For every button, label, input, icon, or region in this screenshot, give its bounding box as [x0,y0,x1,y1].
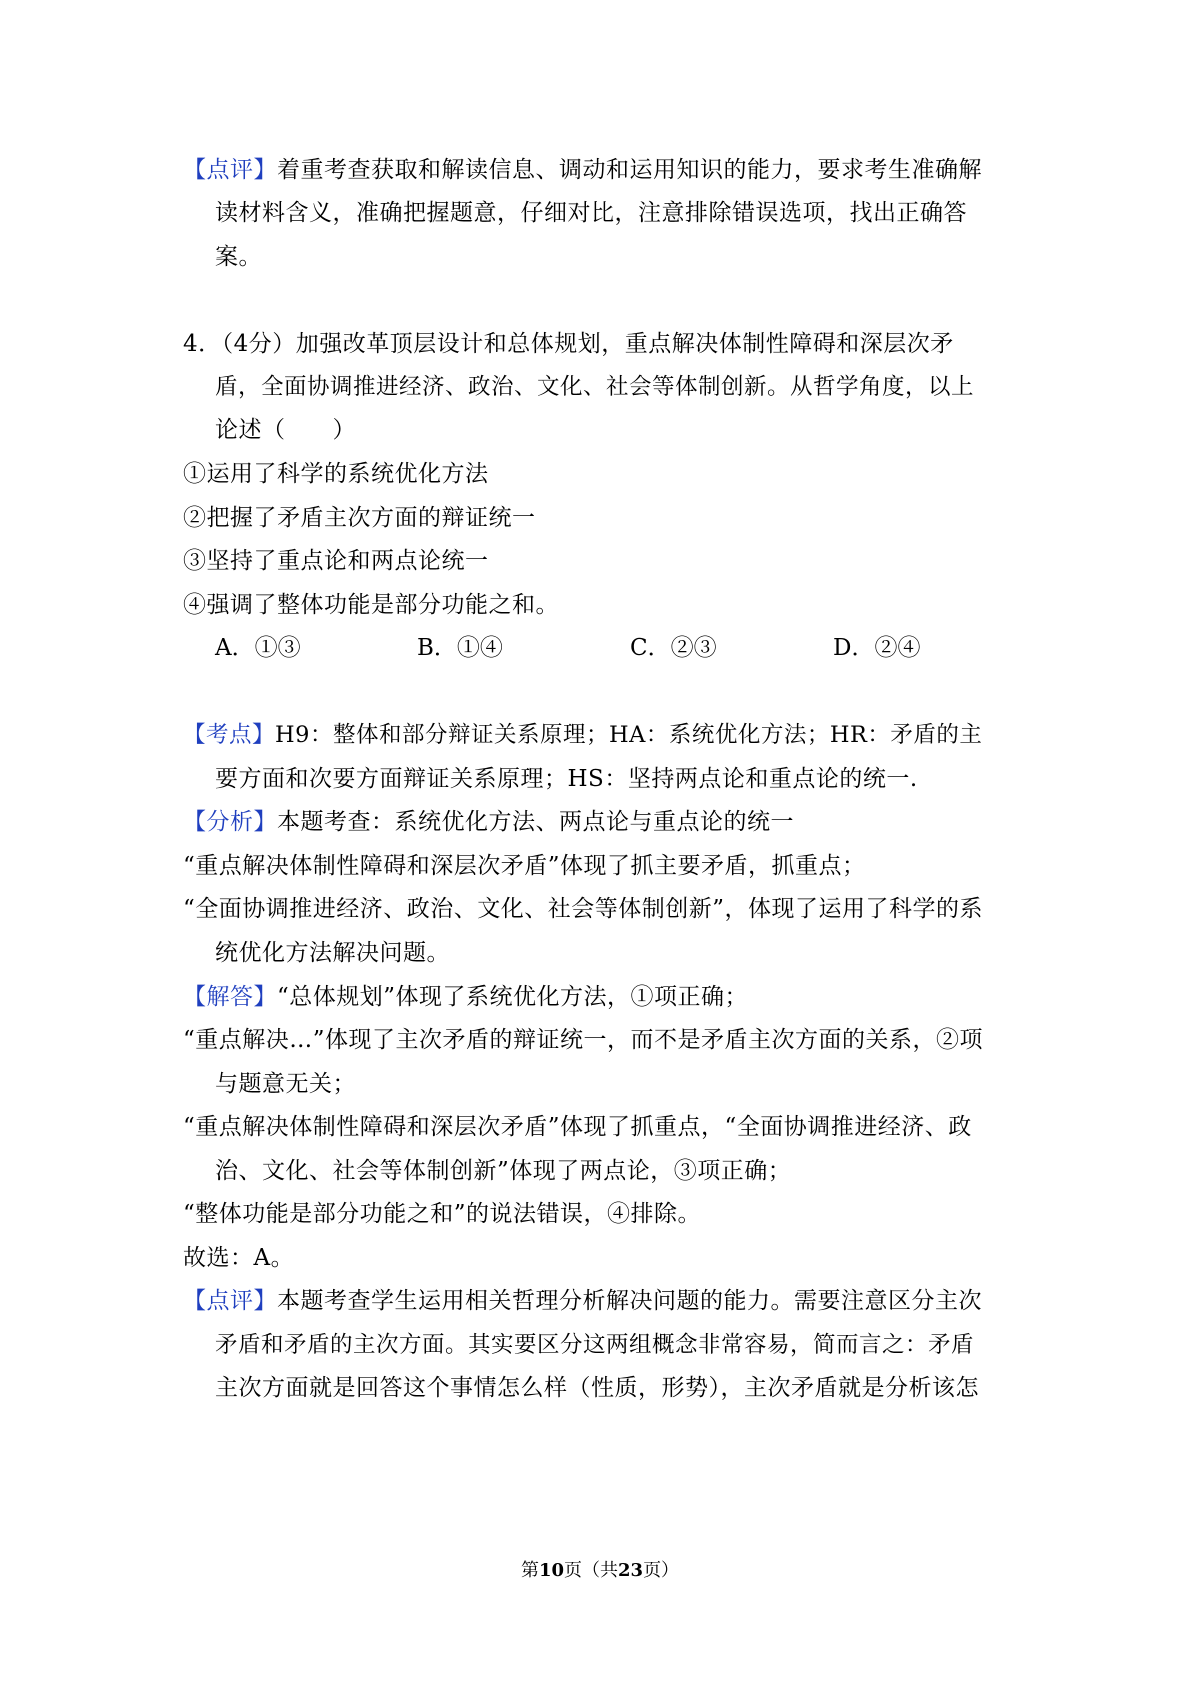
page-number: 10 [538,1560,564,1581]
jieda-line-6: “整体功能是部分功能之和”的说法错误，④排除。 [183,1201,702,1227]
jieda-line-4: “重点解决体制性障碍和深层次矛盾”体现了抓重点，“全面协调推进经济、政 [183,1114,972,1140]
jieda-line-3: 与题意无关； [215,1071,356,1097]
kaodian-line-1: 【考点】H9：整体和部分辩证关系原理；HA：系统优化方法；HR：矛盾的主 [183,722,983,748]
kaodian-line-2: 要方面和次要方面辩证关系原理；HS：坚持两点论和重点论的统一. [215,766,918,792]
jieda-line-1: 【解答】“总体规划”体现了系统优化方法，①项正确； [183,984,749,1010]
review-line-2: 读材料含义，准确把握题意，仔细对比，注意排除错误选项，找出正确答 [215,200,967,226]
jieda-line-7: 故选：A。 [183,1245,295,1271]
question-line-1: 4．（4分）加强改革顶层设计和总体规划，重点解决体制性障碍和深层次矛 [183,331,954,357]
question-item-1: ①运用了科学的系统优化方法 [183,461,489,487]
review2-line-3: 主次方面就是回答这个事情怎么样（性质，形势），主次矛盾就是分析该怎 [215,1375,979,1401]
jieda-line-2: “重点解决…”体现了主次矛盾的辩证统一，而不是矛盾主次方面的关系，②项 [183,1027,984,1053]
fenxi-label: 【分析】 [183,809,277,835]
option-a: A．①③ [215,635,301,661]
jieda-label: 【解答】 [183,984,277,1010]
fenxi-line-2: “重点解决体制性障碍和深层次矛盾”体现了抓主要矛盾，抓重点； [183,853,866,879]
page-footer: 第10页（共23页） [520,1560,680,1581]
review-line-3: 案。 [215,244,262,270]
option-b: B．①④ [417,635,503,661]
jieda-line-5: 治、文化、社会等体制创新”体现了两点论，③项正确； [215,1158,792,1184]
question-line-2: 盾，全面协调推进经济、政治、文化、社会等体制创新。从哲学角度，以上 [215,374,975,400]
question-item-2: ②把握了矛盾主次方面的辩证统一 [183,505,536,531]
question-item-4: ④强调了整体功能是部分功能之和。 [183,592,559,618]
review2-label: 【点评】 [183,1288,277,1314]
option-c: C．②③ [630,635,717,661]
question-item-3: ③坚持了重点论和两点论统一 [183,548,489,574]
option-d: D．②④ [833,635,921,661]
question-line-3: 论述（ ） [215,417,356,443]
review2-line-1: 【点评】本题考查学生运用相关哲理分析解决问题的能力。需要注意区分主次 [183,1288,982,1314]
fenxi-line-4: 统优化方法解决问题。 [215,940,450,966]
review-line-1: 【点评】着重考查获取和解读信息、调动和运用知识的能力，要求考生准确解 [183,157,982,183]
kaodian-label: 【考点】 [183,722,276,748]
fenxi-line-1: 【分析】本题考查：系统优化方法、两点论与重点论的统一 [183,809,794,835]
fenxi-line-3: “全面协调推进经济、政治、文化、社会等体制创新”，体现了运用了科学的系 [183,896,984,922]
review2-line-2: 矛盾和矛盾的主次方面。其实要区分这两组概念非常容易，简而言之：矛盾 [215,1332,975,1358]
page-total: 23 [618,1560,644,1581]
review-label: 【点评】 [183,157,277,183]
